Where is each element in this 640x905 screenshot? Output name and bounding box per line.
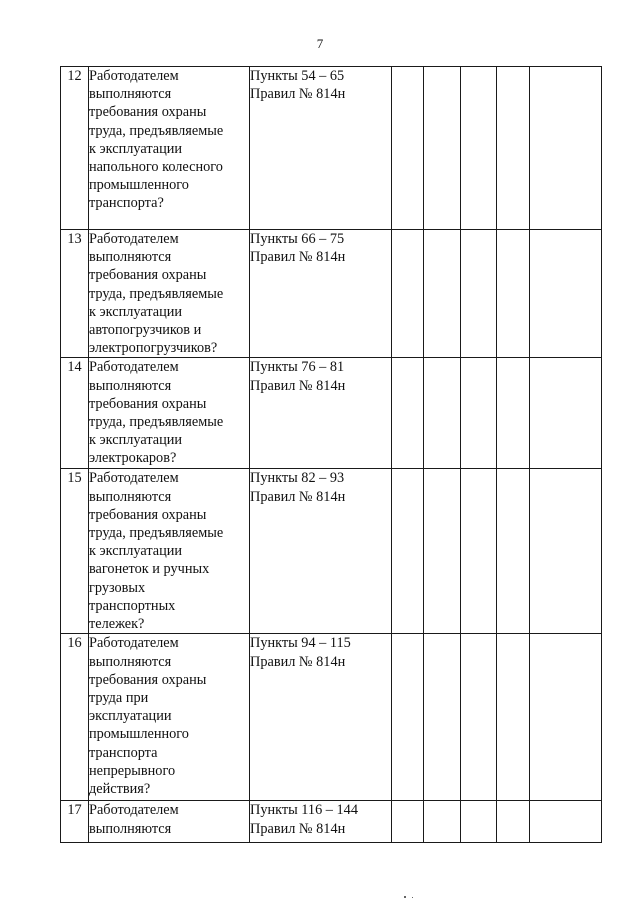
table-row bbox=[61, 801, 602, 843]
answer-cell[interactable] bbox=[424, 358, 461, 469]
answer-cell[interactable] bbox=[392, 230, 424, 358]
answer-cell[interactable] bbox=[424, 801, 461, 843]
answer-cell[interactable] bbox=[392, 801, 424, 843]
answer-cell[interactable] bbox=[424, 67, 461, 230]
answer-cell[interactable] bbox=[461, 634, 497, 801]
answer-cell[interactable] bbox=[497, 469, 530, 634]
answer-cell[interactable] bbox=[461, 230, 497, 358]
answer-cell[interactable] bbox=[392, 469, 424, 634]
question-text: Работодателем выполняются bbox=[89, 801, 250, 843]
row-number: 12 bbox=[61, 67, 89, 230]
row-number: 16 bbox=[61, 634, 89, 801]
question-text: Работодателем выполняются требования охраны труда, предъявляемые к эксплуатации напольного колесного промышленного транспорта? bbox=[89, 67, 250, 230]
scan-speck bbox=[404, 896, 406, 898]
answer-cell[interactable] bbox=[424, 634, 461, 801]
reference-text: Пункты 54 – 65 Правил № 814н bbox=[250, 67, 392, 230]
answer-cell[interactable] bbox=[497, 358, 530, 469]
comment-cell[interactable] bbox=[530, 801, 602, 843]
reference-text: Пункты 94 – 115 Правил № 814н bbox=[250, 634, 392, 801]
answer-cell[interactable] bbox=[461, 67, 497, 230]
answer-cell[interactable] bbox=[461, 469, 497, 634]
question-text: Работодателем выполняются требования охраны труда при эксплуатации промышленного транспорта непрерывного действия? bbox=[89, 634, 250, 801]
answer-cell[interactable] bbox=[497, 230, 530, 358]
comment-cell[interactable] bbox=[530, 358, 602, 469]
table-row bbox=[61, 634, 602, 801]
comment-cell[interactable] bbox=[530, 634, 602, 801]
row-number: 14 bbox=[61, 358, 89, 469]
reference-text: Пункты 116 – 144 Правил № 814н bbox=[250, 801, 392, 843]
comment-cell[interactable] bbox=[530, 67, 602, 230]
table-row bbox=[61, 230, 602, 358]
scan-speck bbox=[412, 897, 413, 898]
table-row bbox=[61, 469, 602, 634]
answer-cell[interactable] bbox=[461, 801, 497, 843]
row-number: 13 bbox=[61, 230, 89, 358]
answer-cell[interactable] bbox=[497, 634, 530, 801]
answer-cell[interactable] bbox=[392, 634, 424, 801]
question-text: Работодателем выполняются требования охраны труда, предъявляемые к эксплуатации вагонеток и ручных грузовых транспортных тележек? bbox=[89, 469, 250, 634]
reference-text: Пункты 82 – 93 Правил № 814н bbox=[250, 469, 392, 634]
answer-cell[interactable] bbox=[392, 67, 424, 230]
table-row bbox=[61, 67, 602, 230]
reference-text: Пункты 66 – 75 Правил № 814н bbox=[250, 230, 392, 358]
answer-cell[interactable] bbox=[392, 358, 424, 469]
comment-cell[interactable] bbox=[530, 230, 602, 358]
checklist-table bbox=[60, 66, 602, 843]
question-text: Работодателем выполняются требования охраны труда, предъявляемые к эксплуатации электрокаров? bbox=[89, 358, 250, 469]
page-number: 7 bbox=[316, 36, 324, 51]
question-text: Работодателем выполняются требования охраны труда, предъявляемые к эксплуатации автопогрузчиков и электропогрузчиков? bbox=[89, 230, 250, 358]
row-number: 15 bbox=[61, 469, 89, 634]
answer-cell[interactable] bbox=[424, 230, 461, 358]
table-row bbox=[61, 358, 602, 469]
answer-cell[interactable] bbox=[424, 469, 461, 634]
answer-cell[interactable] bbox=[497, 67, 530, 230]
answer-cell[interactable] bbox=[461, 358, 497, 469]
reference-text: Пункты 76 – 81 Правил № 814н bbox=[250, 358, 392, 469]
comment-cell[interactable] bbox=[530, 469, 602, 634]
answer-cell[interactable] bbox=[497, 801, 530, 843]
row-number: 17 bbox=[61, 801, 89, 843]
